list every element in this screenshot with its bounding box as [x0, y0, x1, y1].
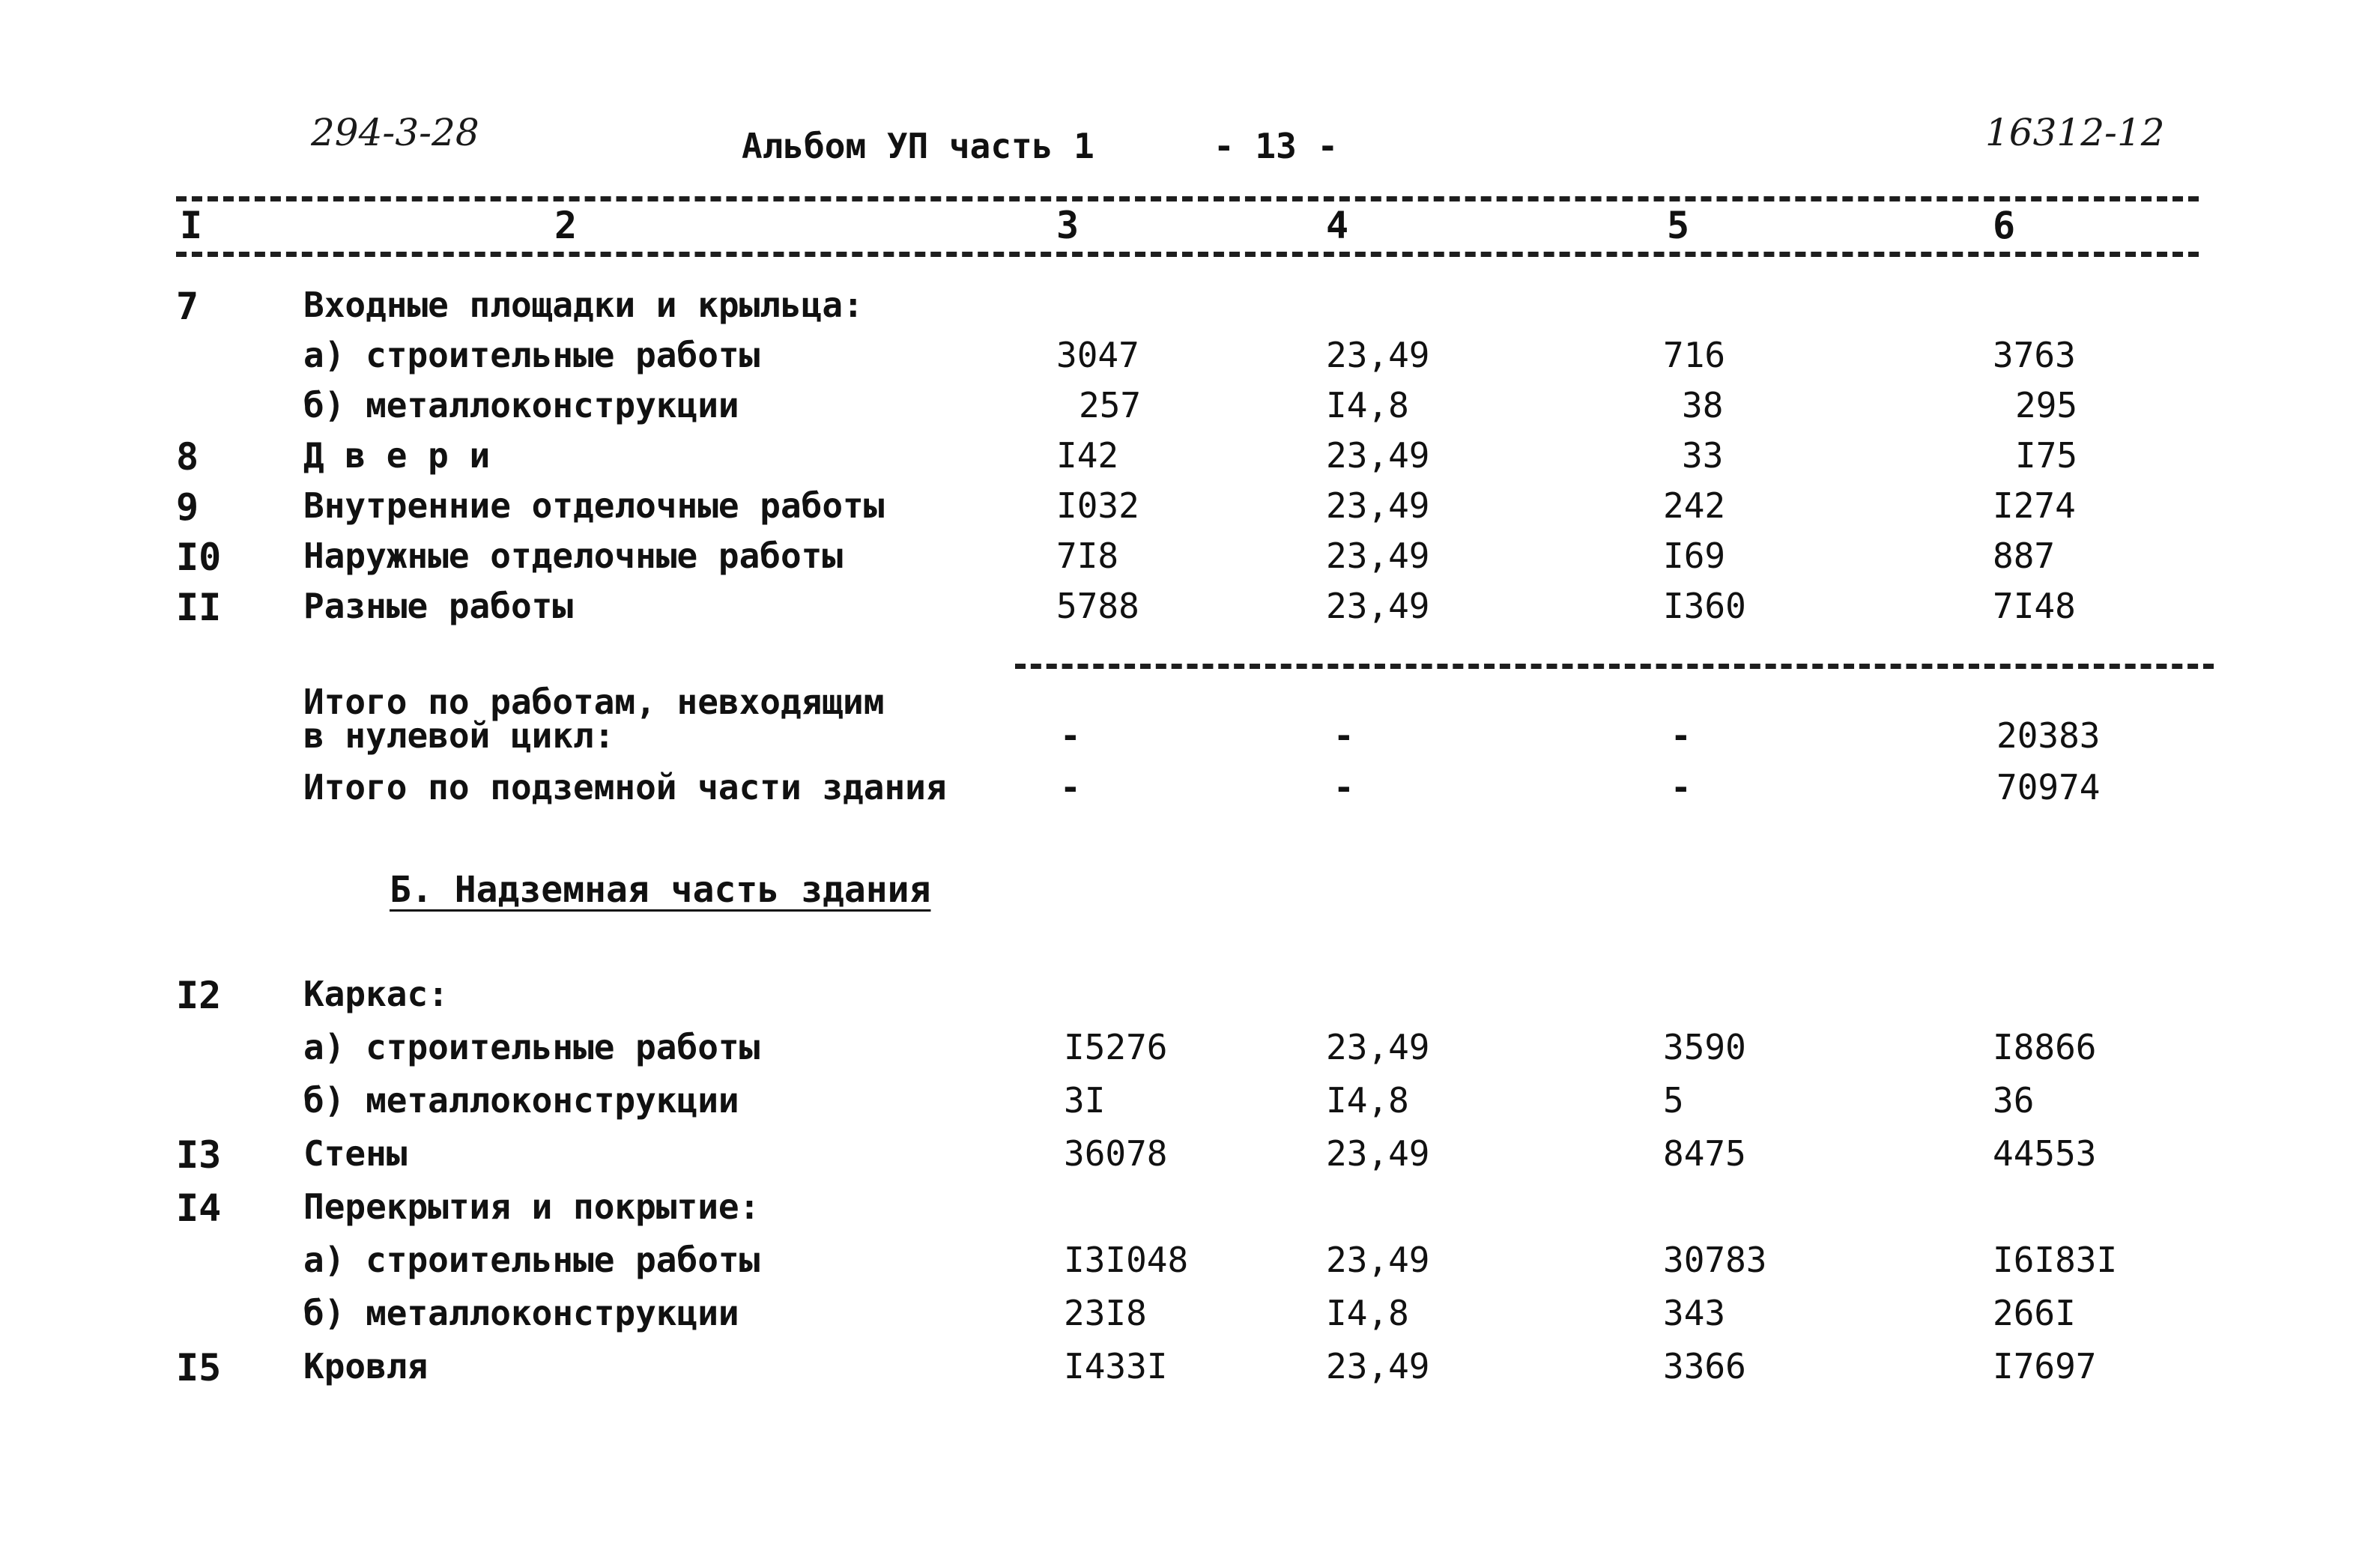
row-name: а) строительные работы [303, 335, 760, 375]
cell-col3: I3I048 [1064, 1240, 1189, 1280]
cell-col3: 36078 [1064, 1133, 1168, 1174]
cell-col4: 23,49 [1326, 586, 1430, 626]
table-row [0, 1346, 2380, 1394]
cell-col5: 38 [1682, 385, 1724, 425]
row-number: 7 [176, 285, 199, 328]
row-number: 9 [176, 485, 199, 529]
cell-col4: 23,49 [1326, 1133, 1430, 1174]
row-number: I4 [176, 1186, 222, 1230]
cell-col4: 23,49 [1326, 1027, 1430, 1067]
cell-col6: 266I [1993, 1293, 2076, 1333]
row-name: б) металлоконструкции [303, 385, 739, 425]
table-row [0, 385, 2380, 433]
row-name: Наружные отделочные работы [303, 536, 844, 576]
total-underground-col6: 70974 [1996, 767, 2101, 807]
column-number-5: 5 [1667, 204, 1690, 247]
document-code: 294-3-28 [311, 111, 479, 154]
row-number: I0 [176, 536, 222, 579]
row-number: 8 [176, 435, 199, 479]
row-name: Стены [303, 1133, 408, 1174]
cell-col5: 3590 [1663, 1027, 1746, 1067]
header-bottom-rule [176, 252, 2199, 257]
table-row [0, 586, 2380, 634]
cell-col6: 3763 [1993, 335, 2076, 375]
cell-col4: 23,49 [1326, 536, 1430, 576]
cell-col6: 36 [1993, 1080, 2035, 1121]
table-row [0, 1133, 2380, 1181]
cell-col6: 44553 [1993, 1133, 2097, 1174]
table-row [0, 435, 2380, 483]
header-top-rule [176, 196, 2199, 201]
cell-col4: 23,49 [1326, 435, 1430, 476]
column-number-6: 6 [1993, 204, 2016, 247]
album-title: Альбом УП часть 1 [742, 126, 1094, 166]
row-name: Входные площадки и крыльца: [303, 285, 864, 325]
cell-col4: 23,49 [1326, 1240, 1430, 1280]
cell-col5: 716 [1663, 335, 1726, 375]
row-name: Перекрытия и покрытие: [303, 1186, 760, 1227]
total-nonzero-cycle-label-line1: Итого по работам, невходящим [303, 682, 885, 722]
cell-col3: 257 [1079, 385, 1142, 425]
row-number: I5 [176, 1346, 222, 1389]
total-underground-col4: - [1333, 767, 1354, 807]
cell-col4: 23,49 [1326, 485, 1430, 526]
cell-col5: 8475 [1663, 1133, 1746, 1174]
cell-col5: 343 [1663, 1293, 1726, 1333]
table-row [0, 1293, 2380, 1341]
row-name: Д в е р и [303, 435, 491, 476]
cell-col6: I8866 [1993, 1027, 2097, 1067]
row-name: а) строительные работы [303, 1027, 760, 1067]
cell-col3: 3I [1064, 1080, 1106, 1121]
cell-col4: 23,49 [1326, 1346, 1430, 1386]
table-row [0, 285, 2380, 333]
cell-col4: I4,8 [1326, 1293, 1409, 1333]
sheet-code: 16312-12 [1985, 111, 2165, 154]
table-row [0, 1186, 2380, 1234]
cell-col3: I42 [1056, 435, 1119, 476]
subtotal-rule [1015, 664, 2214, 669]
cell-col5: I360 [1663, 586, 1746, 626]
total-nonzero-cycle-col3: - [1060, 715, 1081, 756]
cell-col4: I4,8 [1326, 1080, 1409, 1121]
cell-col5: 5 [1663, 1080, 1684, 1121]
row-name: б) металлоконструкции [303, 1293, 739, 1333]
cell-col5: 33 [1682, 435, 1724, 476]
cell-col6: 887 [1993, 536, 2056, 576]
table-row [0, 536, 2380, 584]
cell-col6: 295 [2015, 385, 2078, 425]
cell-col5: 3366 [1663, 1346, 1746, 1386]
row-number: I3 [176, 1133, 222, 1177]
row-number: I2 [176, 974, 222, 1017]
cell-col6: 7I48 [1993, 586, 2076, 626]
table-row [0, 335, 2380, 383]
row-name: а) строительные работы [303, 1240, 760, 1280]
cell-col6: I6I83I [1993, 1240, 2118, 1280]
row-name: Каркас: [303, 974, 449, 1014]
row-name: б) металлоконструкции [303, 1080, 739, 1121]
table-row [0, 1080, 2380, 1128]
total-underground-label: Итого по подземной части здания [303, 767, 947, 807]
column-number-1: I [180, 204, 203, 247]
row-name: Разные работы [303, 586, 574, 626]
table-row [0, 974, 2380, 1022]
page-number: - 13 - [1214, 126, 1339, 166]
total-underground-col5: - [1671, 767, 1692, 807]
row-name: Внутренние отделочные работы [303, 485, 885, 526]
cell-col3: I433I [1064, 1346, 1168, 1386]
cell-col3: 3047 [1056, 335, 1139, 375]
total-nonzero-cycle-col6: 20383 [1996, 715, 2101, 756]
cell-col3: I032 [1056, 485, 1139, 526]
total-underground-col3: - [1060, 767, 1081, 807]
cell-col6: I75 [2015, 435, 2078, 476]
row-name: Кровля [303, 1346, 429, 1386]
cell-col5: I69 [1663, 536, 1726, 576]
total-nonzero-cycle-label-line2: в нулевой цикл: [303, 715, 615, 756]
total-nonzero-cycle-col5: - [1671, 715, 1692, 756]
cell-col3: 23I8 [1064, 1293, 1147, 1333]
row-number: II [176, 586, 222, 629]
column-number-2: 2 [554, 204, 578, 247]
cell-col3: 7I8 [1056, 536, 1119, 576]
cell-col6: I274 [1993, 485, 2076, 526]
column-number-3: 3 [1056, 204, 1080, 247]
cell-col4: 23,49 [1326, 335, 1430, 375]
cell-col5: 30783 [1663, 1240, 1767, 1280]
table-row [0, 1240, 2380, 1288]
table-row [0, 1027, 2380, 1075]
cell-col3: I5276 [1064, 1027, 1168, 1067]
section-title: Б. Надземная часть здания [390, 869, 931, 911]
cell-col5: 242 [1663, 485, 1726, 526]
column-number-4: 4 [1326, 204, 1349, 247]
cell-col6: I7697 [1993, 1346, 2097, 1386]
cell-col4: I4,8 [1326, 385, 1409, 425]
table-row [0, 485, 2380, 533]
cell-col3: 5788 [1056, 586, 1139, 626]
total-nonzero-cycle-col4: - [1333, 715, 1354, 756]
